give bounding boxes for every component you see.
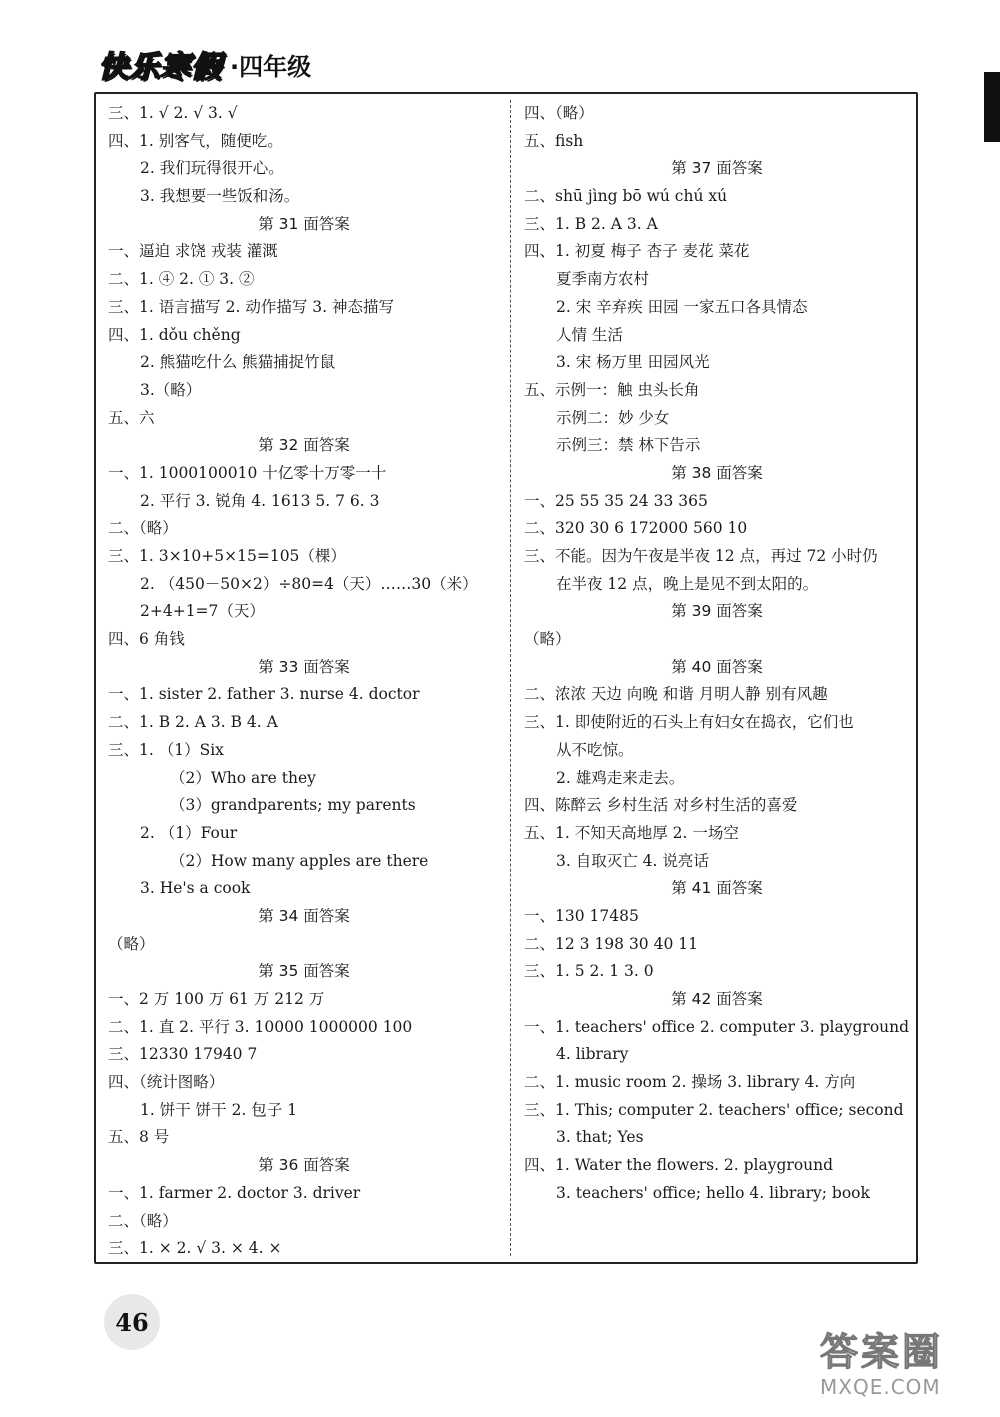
column-divider	[510, 100, 511, 1256]
answer-line: 二、（略）	[108, 1211, 178, 1230]
answer-line: 从不吃惊。	[556, 740, 634, 759]
answer-line: 一、1. teachers' office 2. computer 3. playground	[524, 1017, 910, 1036]
answer-line: 二、1. B 2. A 3. B 4. A	[108, 713, 278, 732]
answer-line: 一、1. 1000100010 十亿零十万零一十	[108, 463, 387, 482]
answer-line: 示例二：妙 少女	[556, 408, 670, 427]
answer-line: 五、1. 不知天高地厚 2. 一场空	[524, 823, 739, 842]
answer-line: 五、示例一：触 虫头长角	[524, 380, 700, 399]
answer-line: 三、1. 语言描写 2. 动作描写 3. 神态描写	[108, 297, 395, 316]
book-logo: 快乐寒假	[98, 50, 222, 85]
answer-line: 三、1. 3×10+5×15=105（棵）	[108, 547, 346, 565]
section-heading: 第 39 面答案	[671, 602, 763, 621]
section-heading: 第 41 面答案	[671, 879, 763, 898]
answer-line: 一、2 万 100 万 61 万 212 万	[108, 990, 325, 1008]
answer-line: 4. library	[556, 1045, 629, 1064]
answer-line: 二、1. 直 2. 平行 3. 10000 1000000 100	[108, 1017, 413, 1036]
answer-line: 四、（略）	[524, 104, 594, 122]
answer-line: 3. that; Yes	[556, 1128, 644, 1147]
watermark-logo: 答案圈	[820, 1330, 944, 1374]
answer-line: 2. 雄鸡走来走去。	[556, 768, 685, 787]
answer-line: 四、陈醉云 乡村生活 对乡村生活的喜爱	[524, 796, 798, 815]
page-header	[98, 42, 311, 86]
answer-line: 3. teachers' office; hello 4. library; book	[556, 1183, 870, 1202]
answer-line: 三、12330 17940 7	[108, 1045, 258, 1064]
answer-line: （3）grandparents; my parents	[170, 796, 416, 815]
answer-line: 在半夜 12 点，晚上是见不到太阳的。	[556, 574, 819, 593]
answer-line: 1. 饼干 饼干 2. 包子 1	[140, 1100, 298, 1119]
answer-line: 2. 平行 3. 锐角 4. 1613 5. 7 6. 3	[140, 491, 380, 510]
answer-line: 二、1. music room 2. 操场 3. library 4. 方向	[524, 1073, 856, 1092]
section-heading: 第 34 面答案	[258, 906, 350, 925]
answer-line: 示例三：禁 林下告示	[556, 436, 701, 455]
answer-line: 2. （450－50×2）÷80=4（天）……30（米）	[140, 574, 478, 593]
answer-line: 三、1. （1）Six	[108, 740, 224, 759]
answer-line: 二、1. ④ 2. ① 3. ②	[108, 270, 255, 289]
answer-line: 一、25 55 35 24 33 365	[524, 491, 708, 510]
answer-line: 四、6 角钱	[108, 630, 185, 649]
left-column	[108, 100, 500, 1263]
answer-line: 三、1. This; computer 2. teachers' office; second	[524, 1100, 904, 1119]
answer-line: 四、1. Water the flowers. 2. playground	[524, 1156, 834, 1175]
page-edge-mark	[984, 72, 1000, 142]
right-column	[524, 100, 910, 1208]
answer-line: 2. （1）Four	[140, 823, 238, 842]
section-heading: 第 38 面答案	[671, 463, 763, 482]
answer-line: 夏季南方农村	[556, 270, 650, 289]
answer-line: 五、fish	[524, 131, 584, 150]
section-heading: 第 31 面答案	[258, 214, 350, 233]
answer-line: 一、逼迫 求饶 戎装 灌溉	[108, 242, 278, 261]
section-heading: 第 40 面答案	[671, 657, 763, 676]
section-heading: 第 37 面答案	[671, 159, 763, 178]
answer-line: 2. 我们玩得很开心。	[140, 159, 284, 178]
answer-line: 四、1. 初夏 梅子 杏子 麦花 菜花	[524, 242, 750, 261]
grade-label: ·四年级	[230, 52, 312, 81]
answer-line: 四、（统计图略）	[108, 1073, 225, 1092]
answer-line: 四、1. 别客气，随便吃。	[108, 131, 283, 150]
answer-line: 二、12 3 198 30 40 11	[524, 934, 698, 953]
answer-line: 二、浓浓 天边 向晚 和谐 月明人静 别有风趣	[524, 685, 828, 704]
answer-line: （略）	[108, 934, 155, 953]
answer-line: 2+4+1=7（天）	[140, 602, 265, 621]
answer-line: 三、不能。因为午夜是半夜 12 点，再过 72 小时仍	[524, 547, 878, 565]
answer-line: 三、1. B 2. A 3. A	[524, 214, 658, 233]
section-heading: 第 36 面答案	[258, 1156, 350, 1175]
answer-line: 三、1. × 2. √ 3. × 4. ×	[108, 1239, 282, 1258]
answer-line: 2. 宋 辛弃疾 田园 一家五口各具情态	[556, 297, 808, 316]
answer-line: 三、1. 即使附近的石头上有妇女在捣衣，它们也	[524, 713, 854, 732]
section-heading: 第 32 面答案	[258, 436, 350, 455]
answer-line: 3.（略）	[140, 380, 202, 399]
answer-line: 一、1. farmer 2. doctor 3. driver	[108, 1183, 361, 1202]
answer-line: 3. He's a cook	[140, 879, 251, 898]
answer-line: 2. 熊猫吃什么 熊猫捕捉竹鼠	[140, 353, 336, 372]
watermark-url: MXQE.COM	[820, 1375, 941, 1399]
answer-line: 三、1. 5 2. 1 3. 0	[524, 962, 654, 981]
answer-line: 3. 自取灭亡 4. 说亮话	[556, 851, 709, 870]
section-heading: 第 35 面答案	[258, 962, 350, 981]
answer-line: 三、1. √ 2. √ 3. √	[108, 104, 238, 122]
answer-line: 四、1. dǒu chěng	[108, 325, 241, 344]
answer-line: 五、8 号	[108, 1128, 170, 1147]
answer-line: 二、（略）	[108, 519, 178, 538]
watermark	[820, 1330, 990, 1408]
answer-line: 二、shū jìng bō wú chú xú	[524, 187, 728, 206]
answer-line: 3. 我想要一些饭和汤。	[140, 187, 300, 206]
answer-line: （略）	[524, 630, 571, 649]
section-heading: 第 42 面答案	[671, 990, 763, 1008]
section-heading: 第 33 面答案	[258, 657, 350, 676]
answer-line: （2）How many apples are there	[170, 851, 429, 870]
answer-line: 二、320 30 6 172000 560 10	[524, 519, 748, 538]
page-number: 46	[104, 1294, 160, 1350]
answer-line: 一、130 17485	[524, 906, 639, 925]
answer-line: 一、1. sister 2. father 3. nurse 4. doctor	[108, 685, 420, 704]
answer-line: 五、六	[108, 408, 155, 427]
answer-line: 人情 生活	[556, 325, 623, 344]
answer-line: （2）Who are they	[170, 768, 316, 787]
answer-line: 3. 宋 杨万里 田园风光	[556, 353, 710, 372]
